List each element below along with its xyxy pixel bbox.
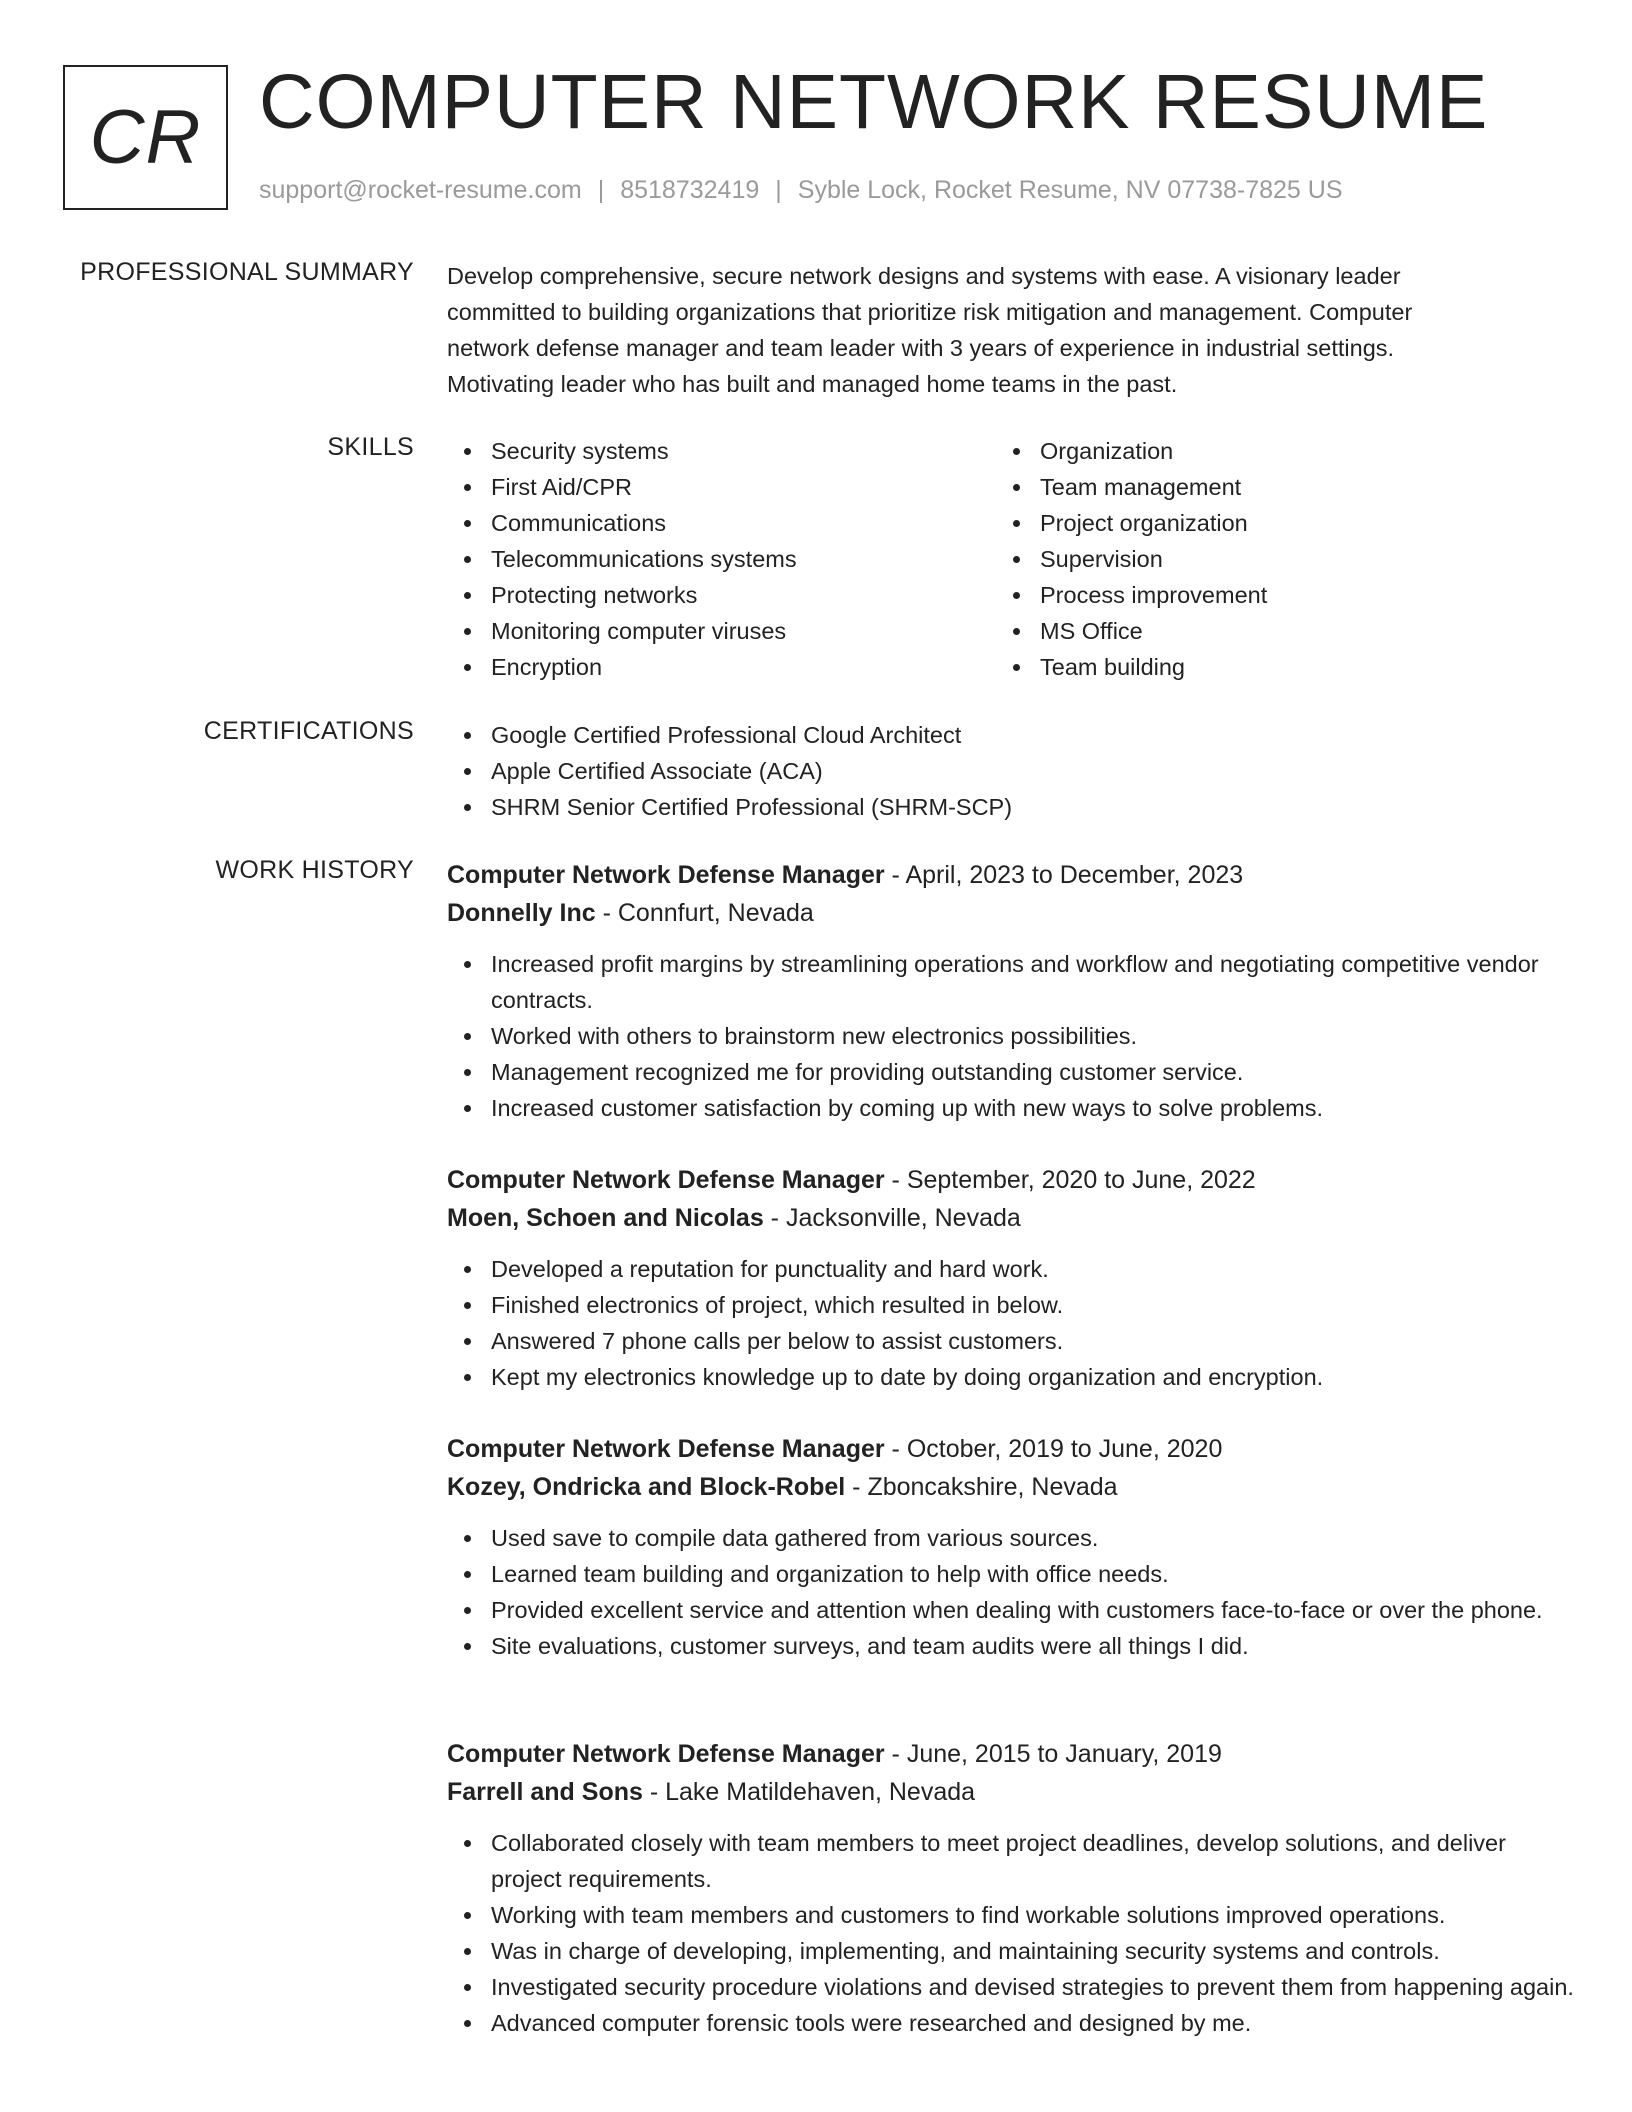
job-company-line xyxy=(447,894,1577,932)
job-bullet: Finished electronics of project, which resulted in below. xyxy=(447,1287,1577,1323)
job-location: - Zboncakshire, Nevada xyxy=(845,1473,1118,1501)
job-bullet: Collaborated closely with team members to meet project deadlines, develop solutions, and deliver project requirements. xyxy=(447,1825,1577,1897)
job-bullet: Provided excellent service and attention when dealing with customers face-to-face or over the phone. xyxy=(447,1592,1577,1628)
skills-list-left xyxy=(447,433,996,685)
job-bullet: Was in charge of developing, implementing, and maintaining security systems and controls. xyxy=(447,1933,1577,1969)
section-label-summary: PROFESSIONAL SUMMARY xyxy=(80,258,414,286)
skill-item: First Aid/CPR xyxy=(447,469,996,505)
certification-item: SHRM Senior Certified Professional (SHRM-SCP) xyxy=(447,789,1577,825)
job-bullet: Site evaluations, customer surveys, and team audits were all things I did. xyxy=(447,1628,1577,1664)
job-bullet: Used save to compile data gathered from various sources. xyxy=(447,1520,1577,1556)
job-body xyxy=(447,1430,1577,1664)
job-title-line xyxy=(447,856,1577,894)
job-title-line xyxy=(447,1735,1577,1773)
job-bullets xyxy=(447,1825,1577,2041)
monogram-box xyxy=(63,65,228,210)
skill-item: Project organization xyxy=(996,505,1545,541)
skill-item: MS Office xyxy=(996,613,1545,649)
job-location: - Jacksonville, Nevada xyxy=(763,1204,1021,1232)
job-bullet: Learned team building and organization to help with office needs. xyxy=(447,1556,1577,1592)
job-bullet: Developed a reputation for punctuality and hard work. xyxy=(447,1251,1577,1287)
job-company: Moen, Schoen and Nicolas xyxy=(447,1204,764,1232)
contact-address: Syble Lock, Rocket Resume, NV 07738-7825 US xyxy=(797,176,1343,204)
job-title-line xyxy=(447,1161,1577,1199)
job-location: - Connfurt, Nevada xyxy=(595,899,814,927)
skill-item: Process improvement xyxy=(996,577,1545,613)
job-company-line xyxy=(447,1199,1577,1237)
job-title: Computer Network Defense Manager xyxy=(447,861,885,889)
job-company: Donnelly Inc xyxy=(447,899,596,927)
job-bullet: Worked with others to brainstorm new electronics possibilities. xyxy=(447,1018,1577,1054)
job-body xyxy=(447,1735,1577,2041)
skill-item: Monitoring computer viruses xyxy=(447,613,996,649)
summary-line: network defense manager and team leader with 3 years of experience in industrial settings. xyxy=(447,335,1395,361)
section-label-skills: SKILLS xyxy=(327,433,414,461)
job-dates: - October, 2019 to June, 2020 xyxy=(884,1435,1223,1463)
contact-line xyxy=(259,176,1343,205)
job-body xyxy=(447,856,1577,1126)
job-bullet: Working with team members and customers to find workable solutions improved operations. xyxy=(447,1897,1577,1933)
job-bullets xyxy=(447,1520,1577,1664)
resume-title: COMPUTER NETWORK RESUME xyxy=(259,59,1489,145)
skills-columns xyxy=(447,433,1577,685)
skill-item: Supervision xyxy=(996,541,1545,577)
job-dates: - September, 2020 to June, 2022 xyxy=(884,1166,1256,1194)
job-bullet: Increased profit margins by streamlining operations and workflow and negotiating competitive vendor contracts. xyxy=(447,946,1577,1018)
job-location: - Lake Matildehaven, Nevada xyxy=(642,1778,976,1806)
summary-text xyxy=(447,258,1577,402)
contact-email[interactable]: support@rocket-resume.com xyxy=(259,176,582,204)
job-title: Computer Network Defense Manager xyxy=(447,1740,885,1768)
certification-item: Apple Certified Associate (ACA) xyxy=(447,753,1577,789)
job-title: Computer Network Defense Manager xyxy=(447,1166,885,1194)
job-company: Farrell and Sons xyxy=(447,1778,643,1806)
job-dates: - June, 2015 to January, 2019 xyxy=(884,1740,1222,1768)
skill-item: Protecting networks xyxy=(447,577,996,613)
job-title-line xyxy=(447,1430,1577,1468)
job-bullet: Answered 7 phone calls per below to assist customers. xyxy=(447,1323,1577,1359)
job-bullet: Management recognized me for providing outstanding customer service. xyxy=(447,1054,1577,1090)
skill-item: Telecommunications systems xyxy=(447,541,996,577)
skill-item: Communications xyxy=(447,505,996,541)
job-bullet: Advanced computer forensic tools were researched and designed by me. xyxy=(447,2005,1577,2041)
skill-item: Team management xyxy=(996,469,1545,505)
monogram-initials: CR xyxy=(89,95,202,180)
contact-separator: | xyxy=(597,176,605,204)
job-company-line xyxy=(447,1468,1577,1506)
job-title: Computer Network Defense Manager xyxy=(447,1435,885,1463)
job-company-line xyxy=(447,1773,1577,1811)
job-bullets xyxy=(447,1251,1577,1395)
contact-separator: | xyxy=(775,176,782,204)
summary-line: Develop comprehensive, secure network designs and systems with ease. A visionary leader xyxy=(447,263,1401,289)
certifications-list xyxy=(447,717,1577,825)
job-bullet: Investigated security procedure violations and devised strategies to prevent them from happening again. xyxy=(447,1969,1577,2005)
skill-item: Organization xyxy=(996,433,1545,469)
job-bullet: Kept my electronics knowledge up to date by doing organization and encryption. xyxy=(447,1359,1577,1395)
skill-item: Team building xyxy=(996,649,1545,685)
contact-phone[interactable]: 8518732419 xyxy=(620,176,760,204)
job-body xyxy=(447,1161,1577,1395)
certification-item: Google Certified Professional Cloud Architect xyxy=(447,717,1577,753)
skill-item: Encryption xyxy=(447,649,996,685)
skill-item: Security systems xyxy=(447,433,996,469)
certifications-body xyxy=(447,717,1577,825)
summary-line: Motivating leader who has built and managed home teams in the past. xyxy=(447,371,1178,397)
skills-list-right xyxy=(996,433,1545,685)
job-bullet: Increased customer satisfaction by coming up with new ways to solve problems. xyxy=(447,1090,1577,1126)
job-dates: - April, 2023 to December, 2023 xyxy=(884,861,1244,889)
summary-line: committed to building organizations that prioritize risk mitigation and management. Computer xyxy=(447,299,1413,325)
job-company: Kozey, Ondricka and Block-Robel xyxy=(447,1473,846,1501)
job-bullets xyxy=(447,946,1577,1126)
section-label-work-history: WORK HISTORY xyxy=(215,856,414,884)
section-label-certifications: CERTIFICATIONS xyxy=(203,717,414,745)
